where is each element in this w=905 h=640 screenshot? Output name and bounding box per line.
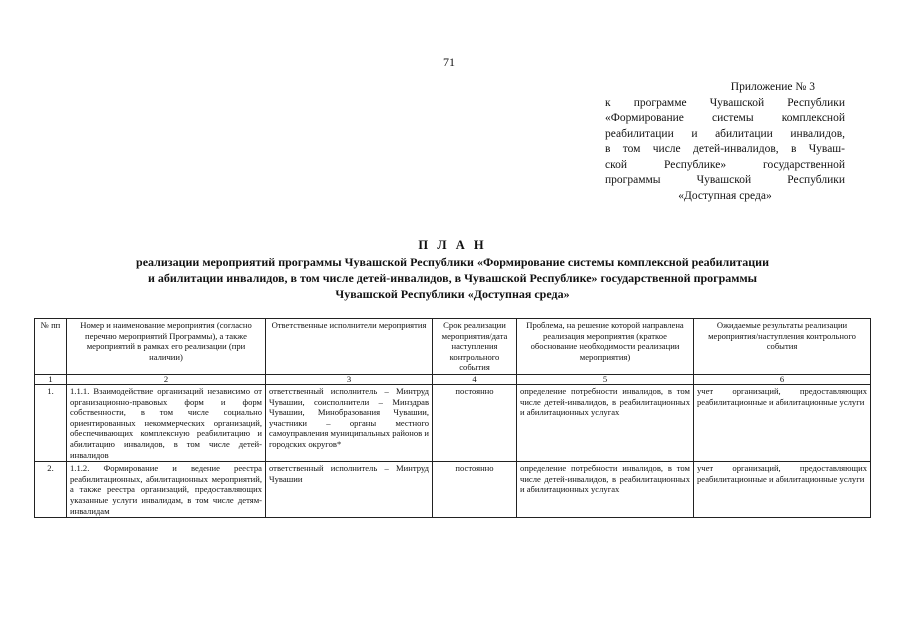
header-executors: Ответственные исполнители мероприятия [266,319,433,375]
appendix-line: «Доступная среда» [678,189,772,202]
appendix-line: ской Республике» государственной [605,158,845,171]
appendix-line: программы Чувашской Республики [605,174,845,186]
plan-title: П Л А Н [418,238,487,252]
activity-result: учет организаций, предоставляющих реабилитационные и абилитационные услуги [694,462,871,518]
activity-term: постоянно [433,462,517,518]
header-name: Номер и наименование мероприятия (согласно перечню мероприятий Программы), а также мероприятий в рамках его реализации (при наличии) [67,319,266,375]
table-row [35,384,871,461]
activity-problem: определение потребности инвалидов, в том числе детей-инвалидов, в реабилитационных и абилитационных услугах [517,384,694,461]
table-header-row [35,319,871,375]
activity-result: учет организаций, предоставляющих реабилитационные и абилитационные услуги [694,384,871,461]
activity-executors: ответственный исполнитель – Минтруд Чувашии [266,462,433,518]
plan-subtitle-line: и абилитации инвалидов, в том числе детей-инвалидов, в Чувашской Республике» государственной программы [147,271,758,285]
activity-name: 1.1.1. Взаимодействие организаций независимо от организационно-правовых форм и форм собственности, в том числе социально ориентированных некоммерческих организаций, обеспечивающих комплексную реабилитацию и абилитацию инвалидов, в том числе детей-инвалидов [67,384,266,461]
header-num: № пп [35,319,67,375]
appendix-line: реабилитации и абилитации инвалидов, [605,127,845,140]
page-number: 71 [443,55,455,69]
appendix-title: Приложение № 3 [730,81,815,93]
column-number: 1 [35,374,67,384]
table-row [35,462,871,518]
header-term: Срок реализации мероприятия/дата наступления контрольного события [433,319,517,375]
activity-problem: определение потребности инвалидов, в том числе детей-инвалидов, в реабилитационных и абилитационных услугах [517,462,694,518]
row-number: 1. [35,384,67,461]
activity-executors: ответственный исполнитель – Минтруд Чувашии, соисполнители – Минздрав Чувашии, Минобразования Чувашии, участники – органы местного самоуправления муниципальных районов и городских округов* [266,384,433,461]
activity-name: 1.1.2. Формирование и ведение реестра реабилитационных, абилитационных мероприятий, а также реестра организаций, предоставляющих указанные услуги инвалидам, в том числе детям-инвалидам [67,462,266,518]
appendix-line: в том числе детей-инвалидов, в Чуваш- [605,143,845,155]
appendix-line: «Формирование системы комплексной [605,112,845,124]
column-number: 5 [517,374,694,384]
appendix-line: к программе Чувашской Республики [605,96,845,109]
activity-term: постоянно [433,384,517,461]
row-number: 2. [35,462,67,518]
plan-table [34,318,871,518]
column-number: 6 [694,374,871,384]
column-number: 2 [67,374,266,384]
header-problem: Проблема, на решение которой направлена реализация мероприятия (краткое обоснование необходимости реализации мероприятия) [517,319,694,375]
plan-subtitle-line: реализации мероприятий программы Чувашской Республики «Формирование системы комплексной реабилитации [136,255,769,269]
appendix-block [605,80,845,204]
column-number: 3 [266,374,433,384]
plan-subtitle [60,254,845,302]
header-result: Ожидаемые результаты реализации мероприятия/наступления контрольного события [694,319,871,375]
column-number-row [35,374,871,384]
plan-subtitle-line: Чувашской Республики «Доступная среда» [335,287,570,301]
column-number: 4 [433,374,517,384]
